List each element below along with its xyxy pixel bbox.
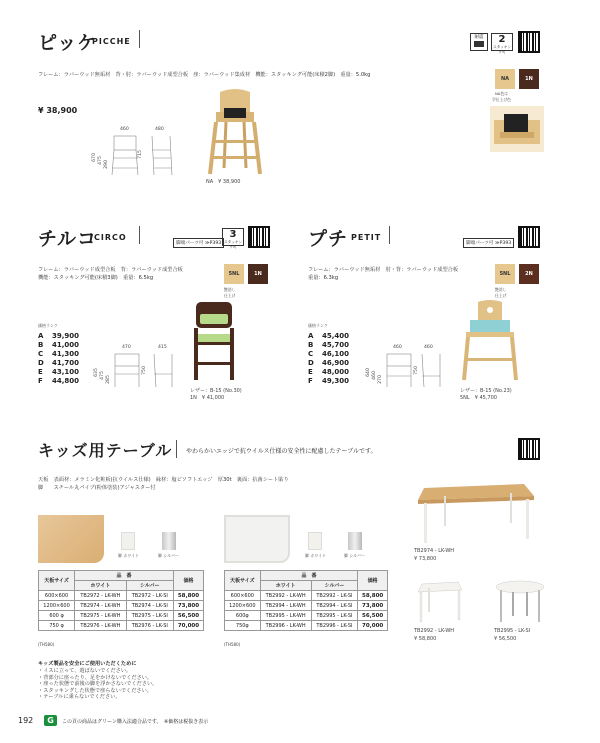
stacking-number: 2 [498,34,506,45]
table-row [39,591,204,601]
circo-dim-width: 470 [122,345,131,350]
cell-size: 750φ [225,621,261,631]
petit-swatch-5nl [495,264,515,284]
circo-front-drawing [112,352,142,388]
rank-price: 43,100 [52,368,80,376]
list-item: ・イスに立って、遊ばないでください。 [38,668,132,674]
cell-silver: TB2972 - LK-SI [126,591,173,601]
list-item: ・スタッキングした状態で座らないでください。 [38,687,152,694]
list-item: ・テーブルに乗らないでください。 [38,694,121,700]
title-divider [176,440,177,458]
cell-silver: TB2974 - LK-SI [126,601,173,611]
circo-dim-height: 635 [93,368,99,377]
cell-size: 1200×600 [225,601,261,611]
petit-dim-seat: 270 [377,375,383,384]
cell-price: 56,500 [358,611,388,621]
rank-price: 46,900 [322,359,350,367]
rank-price: 41,000 [52,341,80,349]
cell-white: TB2972 - LK-WH [75,591,127,601]
leg-white-swatch [121,532,135,550]
circo-title-en: CIRCO [94,233,127,242]
cell-silver: TB2975 - LK-SI [126,611,173,621]
petit-parts-badge: 脚端パーツ可 ≫P393 [463,238,514,248]
cell-size: 600 φ [39,611,75,621]
rank-letter: B [38,341,44,349]
cell-silver: TB2992 - LK-SI [311,591,358,601]
petit-dim-width: 460 [393,345,402,350]
circo-caption-1: レザー：B-15 (No.30) [190,388,242,394]
petit-side-drawing [418,352,444,388]
rank-letter: C [38,350,44,358]
table-row [225,621,388,631]
cell-size: 600φ [225,611,261,621]
rank-price: 49,300 [322,377,350,385]
rank-row [308,350,349,359]
table-note-left: (TH580) [38,642,55,647]
leg-silver-label: 脚 シルバー [158,553,179,558]
rank-letter: A [308,332,314,340]
cell-silver: TB2996 - LK-SI [311,621,358,631]
circo-rank-list [38,332,79,386]
picche-front-drawing [110,134,140,176]
petit-front-drawing [384,352,414,388]
col-silver: シルバー [311,581,358,591]
stacking-label: スタッキング可 [493,45,511,54]
col-silver: シルバー [126,581,173,591]
footer-text: この頁の商品はグリーン購入法適合品です。 ※価格は税抜き表示 [62,719,209,725]
cell-size: 1200×600 [39,601,75,611]
circo-swatch-5nl-label: 5NL [228,271,240,277]
leg-silver-swatch [162,532,176,550]
leg-silver-label: 脚 シルバー [344,553,365,558]
cell-price: 58,800 [358,591,388,601]
green-logo-letter: G [47,716,54,725]
rank-row [308,377,349,386]
circo-spec-1: フレーム：ラバーウッド成型合板 背：ラバーウッド成型合板 [38,267,183,273]
rank-price: 45,700 [322,341,350,349]
cell-white: TB2976 - LK-WH [75,621,127,631]
cell-silver: TB2994 - LK-SI [311,601,358,611]
prod1-price: ¥ 73,800 [414,556,437,562]
cell-silver: TB2976 - LK-SI [126,621,173,631]
circo-stacking-badge [222,228,244,249]
petit-dim-total: 750 [413,366,419,375]
cell-white: TB2975 - LK-WH [75,611,127,621]
circo-title: チルコ [38,228,98,250]
cell-size: 750 φ [39,621,75,631]
petit-dim-height: 640 [365,368,371,377]
kids-title: キッズ用テーブル [38,441,173,460]
rank-letter: F [308,377,313,385]
cell-price: 73,800 [358,601,388,611]
picche-side-drawing [146,134,176,176]
rank-row [38,341,79,350]
qr-code-icon[interactable] [518,226,540,248]
picche-price: ¥ 38,900 [38,106,78,115]
cell-price: 70,000 [173,621,203,631]
cell-white: TB2994 - LK-WH [260,601,311,611]
seismic-icon [474,41,484,47]
petit-rank-list [308,332,349,386]
cell-price: 70,000 [358,621,388,631]
col-hinban: 品 番 [75,571,174,581]
dim-seat: 290 [103,160,109,169]
rank-price: 41,300 [52,350,80,358]
table-row [225,601,388,611]
safety-list [38,668,157,701]
prod2-code: TB2992 - LK-WH [414,628,455,634]
picche-chair-image [206,88,264,176]
circo-dim-depth: 415 [158,345,167,350]
petit-rank-label: 価格ランク [308,323,328,328]
circo-swatch-1n-label: 1N [254,271,262,277]
petit-caption-1: レザー：B-15 (No.23) [460,388,512,394]
circo-rank-label: 価格ランク [38,323,58,328]
circo-side-drawing [150,352,176,388]
col-price: 価格 [358,571,388,591]
rank-row [308,368,349,377]
petit-swatch-2n-label: 2N [525,271,533,277]
qr-code-icon[interactable] [248,226,270,248]
col-hinban: 品 番 [260,571,358,581]
stacking-badge [491,33,513,54]
qr-code-icon[interactable] [518,31,540,53]
swatch-1n-label: 1N [525,76,533,82]
cell-price: 58,800 [173,591,203,601]
leg-silver-swatch [348,532,362,550]
circo-caption-2: 1N ¥ 41,000 [190,395,225,401]
rank-price: 44,800 [52,377,80,385]
picche-caption: NA ¥ 38,900 [206,179,241,185]
petit-swatch-note: 艶消し 仕上げ [495,287,507,298]
dim-width: 460 [120,127,129,132]
qr-code-icon[interactable] [518,438,540,460]
table-square-white-image [414,578,464,624]
rank-letter: E [308,368,313,376]
circo-dim-total: 750 [141,366,147,375]
green-logo-icon [44,715,57,726]
list-item: ・背部分に座ったり、足をかけないでください。 [38,674,153,681]
rank-row [38,350,79,359]
rank-letter: C [308,350,314,358]
prod2-price: ¥ 58,800 [414,636,437,642]
circo-stacking-label: スタッキング可 [224,240,242,249]
rank-price: 46,100 [322,350,350,358]
petit-swatch-2n [519,264,539,284]
circo-stacking-number: 3 [229,229,237,240]
rank-row [308,332,349,341]
petit-chair-image [460,300,520,382]
circo-spec-2: 機能：スタッキング可能(床積3脚) 重量：6.5kg [38,275,154,281]
rank-price: 48,000 [322,368,350,376]
prod1-code: TB2974 - LK-WH [414,548,455,554]
leg-white-label: 脚 ホワイト [305,553,327,558]
prod3-price: ¥ 56,500 [494,636,517,642]
leg-white-label: 脚 ホワイト [118,553,140,558]
dim-height: 670 [91,153,97,162]
petit-caption-2: 5NL ¥ 45,700 [460,395,497,401]
rank-letter: E [38,368,43,376]
white-top-sample [224,515,290,563]
price-table-left [38,570,204,631]
title-divider [139,226,140,244]
circo-parts-badge: 脚端パーツ可 ≫P393 [173,238,224,248]
table-row [39,601,204,611]
col-size: 天板サイズ [225,571,261,591]
rank-row [38,359,79,368]
rank-letter: A [38,332,44,340]
table-row [225,611,388,621]
swatch-na [495,69,515,89]
col-white: ホワイト [260,581,311,591]
table-note-right: (TH580) [224,642,241,647]
rank-letter: D [38,359,44,367]
cell-white: TB2974 - LK-WH [75,601,127,611]
table-round-silver-image [494,578,546,624]
safety-title: キッズ製品を安全にご使用いただくために [38,661,137,667]
rank-row [38,332,79,341]
cell-price: 73,800 [173,601,203,611]
petit-spec-1: フレーム：ラバーウッド無垢材 肘・背：ラバーウッド成型合板 [308,267,459,273]
circo-swatch-1n [248,264,268,284]
rank-price: 39,900 [52,332,80,340]
circo-swatch-note: 艶消し 仕上げ [224,287,236,298]
rank-letter: F [38,377,43,385]
cell-silver: TB2995 - LK-SI [311,611,358,621]
petit-title: プチ [308,228,349,250]
col-size: 天板サイズ [39,571,75,591]
prod3-code: TB2995 - LK-SI [494,628,531,634]
wood-top-sample [38,515,104,563]
picche-title-en: PICCHE [92,37,131,46]
circo-dim-seat: 285 [105,375,111,384]
table-row [39,611,204,621]
cell-price: 56,500 [173,611,203,621]
dim-arm: 475 [97,156,103,165]
picche-detail-image [490,106,544,152]
rank-row [308,341,349,350]
circo-chair-image [190,300,238,382]
kids-desc: やわらかいエッジで抗ウイルス仕様の安全性に配慮したテーブルです。 [186,448,377,455]
petit-spec-2: 重量：6.3kg [308,275,339,281]
picche-title: ピッケ [38,32,98,54]
petit-dim-depth: 460 [424,345,433,350]
petit-title-en: PETIT [351,233,382,242]
page-number: 192 [18,716,34,725]
picche-spec: フレーム：ラバーウッド無垢材 背・肘：ラバーウッド成型合板 座：ラバーウッド集成材 機能：スタッキング可能(床積2脚) 重量：5.0kg [38,72,371,78]
swatch-1n [519,69,539,89]
kids-spec-1: 天板 表面材：メラミン化粧板(抗ウイルス仕様) 縁材：塩ビソフトエッジ 厚30t 裏面：抗菌シート貼り [38,477,289,483]
petit-swatch-5nl-label: 5NL [499,271,511,277]
circo-dim-arm: 475 [99,371,105,380]
swatch-note: NA色は 学仕上げ色 [492,91,511,102]
rank-row [308,359,349,368]
rank-price: 41,700 [52,359,80,367]
dim-total: 715 [137,150,143,159]
cell-white: TB2992 - LK-WH [260,591,311,601]
dim-depth: 480 [155,127,164,132]
kids-spec-2: 脚 スチール丸パイプ(粉体塗装)アジャスター付 [38,485,156,491]
petit-dim-arm: 460 [371,371,377,380]
cell-size: 600×600 [39,591,75,601]
title-divider [389,226,390,244]
seismic-badge [470,33,488,51]
price-table-right [224,570,388,631]
rank-row [38,368,79,377]
circo-swatch-5nl [224,264,244,284]
rank-letter: D [308,359,314,367]
rank-price: 45,400 [322,332,350,340]
table-row [225,591,388,601]
cell-white: TB2996 - LK-WH [260,621,311,631]
cell-white: TB2995 - LK-WH [260,611,311,621]
cell-size: 600×600 [225,591,261,601]
col-white: ホワイト [75,581,127,591]
list-item: ・座った状態で前後の脚を浮かさないでください。 [38,681,158,687]
table-row [39,621,204,631]
rank-row [38,377,79,386]
col-price: 価格 [173,571,203,591]
seismic-label: 耐震 [474,35,484,40]
table-rect-wood-image [414,478,538,544]
swatch-na-label: NA [500,76,510,82]
rank-letter: B [308,341,314,349]
title-divider [139,30,140,48]
leg-white-swatch [308,532,322,550]
